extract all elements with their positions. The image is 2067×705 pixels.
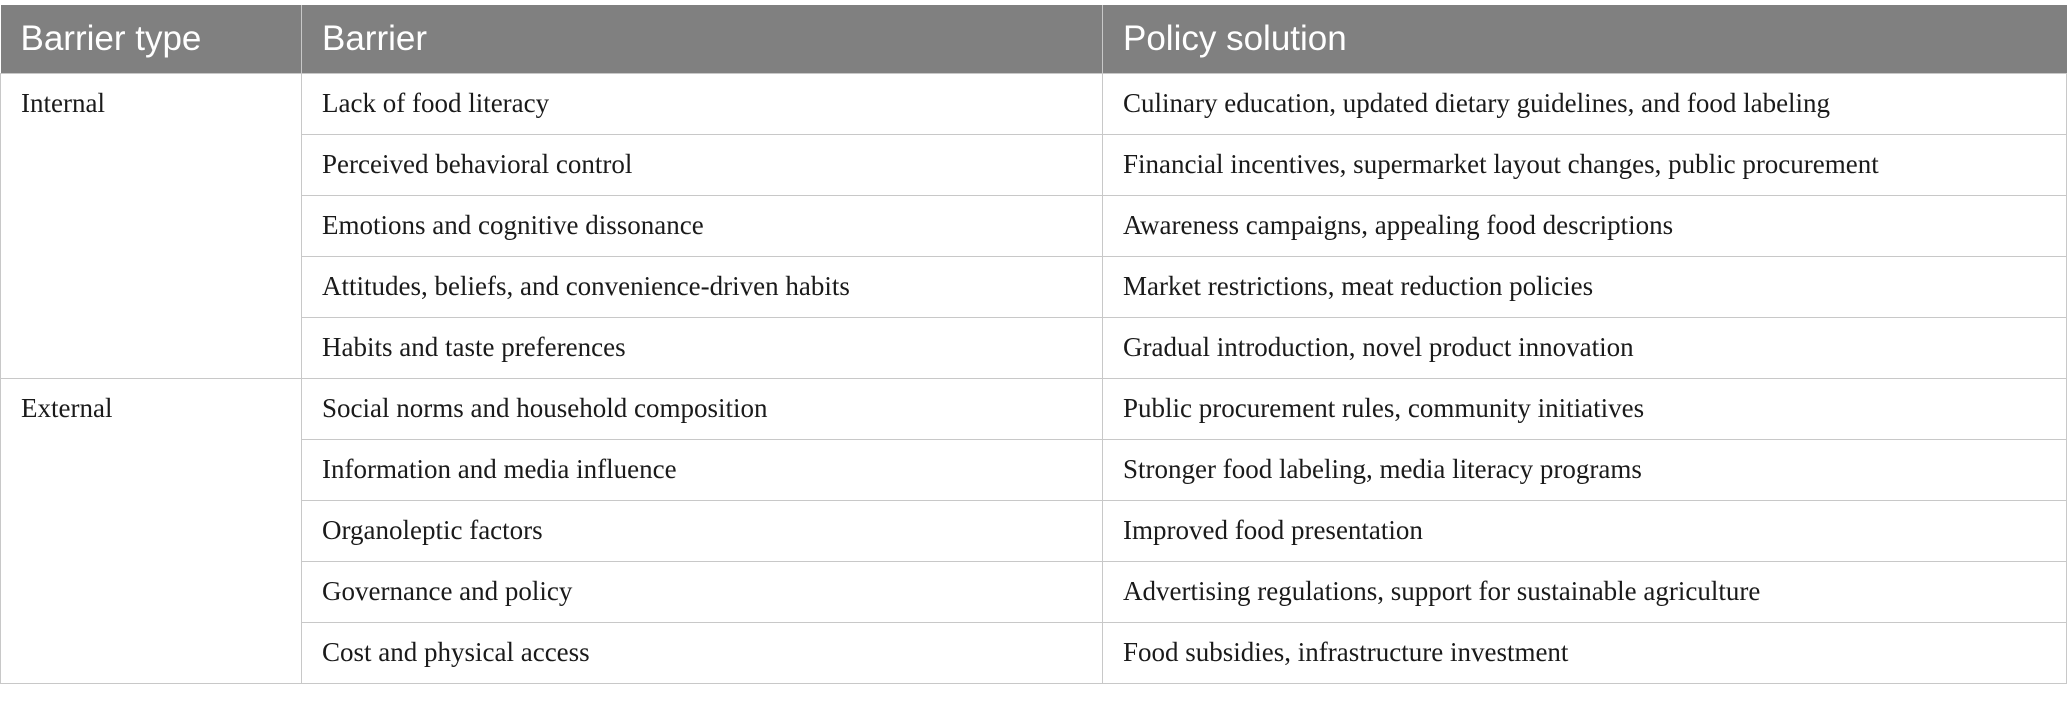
table-row bbox=[1, 500, 2067, 561]
barrier-cell: Cost and physical access bbox=[302, 622, 1103, 683]
barrier-cell: Governance and policy bbox=[302, 561, 1103, 622]
barriers-table-container bbox=[0, 5, 2066, 684]
header-row bbox=[1, 5, 2067, 73]
table-header bbox=[1, 5, 2067, 73]
barrier-cell: Perceived behavioral control bbox=[302, 134, 1103, 195]
barrier-type-external: External bbox=[1, 378, 302, 683]
solution-cell: Gradual introduction, novel product innovation bbox=[1103, 317, 2067, 378]
table-row bbox=[1, 622, 2067, 683]
barrier-cell: Organoleptic factors bbox=[302, 500, 1103, 561]
solution-cell: Awareness campaigns, appealing food descriptions bbox=[1103, 195, 2067, 256]
solution-cell: Food subsidies, infrastructure investment bbox=[1103, 622, 2067, 683]
table-row bbox=[1, 317, 2067, 378]
table-row bbox=[1, 134, 2067, 195]
solution-cell: Market restrictions, meat reduction policies bbox=[1103, 256, 2067, 317]
solution-cell: Advertising regulations, support for sustainable agriculture bbox=[1103, 561, 2067, 622]
solution-cell: Culinary education, updated dietary guidelines, and food labeling bbox=[1103, 73, 2067, 134]
barrier-cell: Lack of food literacy bbox=[302, 73, 1103, 134]
solution-cell: Improved food presentation bbox=[1103, 500, 2067, 561]
solution-cell: Stronger food labeling, media literacy programs bbox=[1103, 439, 2067, 500]
table-row bbox=[1, 378, 2067, 439]
table-row bbox=[1, 439, 2067, 500]
barrier-cell: Attitudes, beliefs, and convenience-driven habits bbox=[302, 256, 1103, 317]
table-row bbox=[1, 561, 2067, 622]
barrier-cell: Habits and taste preferences bbox=[302, 317, 1103, 378]
table-row bbox=[1, 256, 2067, 317]
barrier-cell: Information and media influence bbox=[302, 439, 1103, 500]
header-barrier-type: Barrier type bbox=[1, 5, 302, 73]
header-barrier: Barrier bbox=[302, 5, 1103, 73]
table-body bbox=[1, 73, 2067, 683]
table-row bbox=[1, 73, 2067, 134]
header-policy-solution: Policy solution bbox=[1103, 5, 2067, 73]
solution-cell: Public procurement rules, community initiatives bbox=[1103, 378, 2067, 439]
barriers-table bbox=[0, 5, 2067, 684]
solution-cell: Financial incentives, supermarket layout changes, public procurement bbox=[1103, 134, 2067, 195]
barrier-cell: Emotions and cognitive dissonance bbox=[302, 195, 1103, 256]
barrier-cell: Social norms and household composition bbox=[302, 378, 1103, 439]
table-row bbox=[1, 195, 2067, 256]
barrier-type-internal: Internal bbox=[1, 73, 302, 378]
